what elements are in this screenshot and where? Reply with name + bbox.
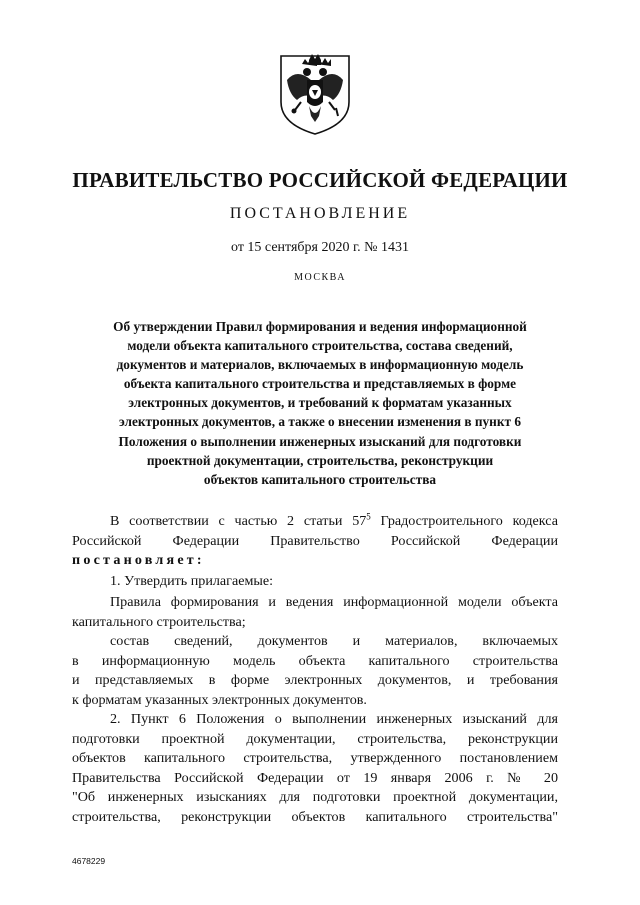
heading-line: электронных документов, а также о внесении изменения в пункт 6 xyxy=(118,414,522,430)
preamble-line: В соответствии с частью 2 статьи $57^5$ Градостроительного кодекса xyxy=(110,512,558,529)
heading-line: объектов капитального строительства xyxy=(203,471,437,487)
resolves-word: постановляет: xyxy=(72,552,205,569)
preamble-line: Российской Федерации Правительство Российской Федерации xyxy=(72,532,558,549)
paragraph-composition: состав сведений, документов и материалов, включаемых в информационную модель объекта капитального строительства и представляемых в форме электронных документов, и требования к форматам указанных электронных документов. xyxy=(72,633,558,708)
heading-line: Положения о выполнении инженерных изысканий для подготовки xyxy=(118,433,522,449)
document-date-number: от 15 сентября 2020 г. № 1431 xyxy=(231,240,409,255)
heading-line: документов и материалов, включаемых в информационную модель xyxy=(116,357,524,373)
paragraph-item-1: 1. Утвердить прилагаемые: xyxy=(110,573,274,589)
paragraph-item-2: 2. Пункт 6 Положения о выполнении инженерных изысканий для подготовки проектной документации, строительства, реконструкции объектов капитального строительства, утвержденного постановлением Правительства Российской Федерации от 19 января 2006 г. № 20 "Об инженерных изысканиях для подготовки проектной документации, строительства, реконструкции объектов капитального строительства" xyxy=(72,711,558,825)
document-code: 4678229 xyxy=(72,856,106,866)
paragraph-preamble xyxy=(72,512,558,571)
heading-line: модели объекта капитального строительства, состава сведений, xyxy=(127,338,513,354)
organization-title: ПРАВИТЕЛЬСТВО РОССИЙСКОЙ ФЕДЕРАЦИИ xyxy=(72,168,568,192)
document-city: МОСКВА xyxy=(294,272,346,283)
document-heading xyxy=(70,317,570,489)
heading-line: электронных документов, и требований к форматам указанных xyxy=(128,395,512,411)
document-type: ПОСТАНОВЛЕНИЕ xyxy=(229,205,411,222)
heading-line: Об утверждении Правил формирования и ведения информационной xyxy=(113,319,527,334)
coat-of-arms-icon xyxy=(277,50,353,136)
heading-line: объекта капитального строительства и представляемых в форме xyxy=(123,376,517,392)
paragraph-rules: Правила формирования и ведения информационной модели объекта капитального строительства; xyxy=(72,594,558,630)
heading-line: проектной документации, строительства, реконструкции xyxy=(146,452,494,468)
